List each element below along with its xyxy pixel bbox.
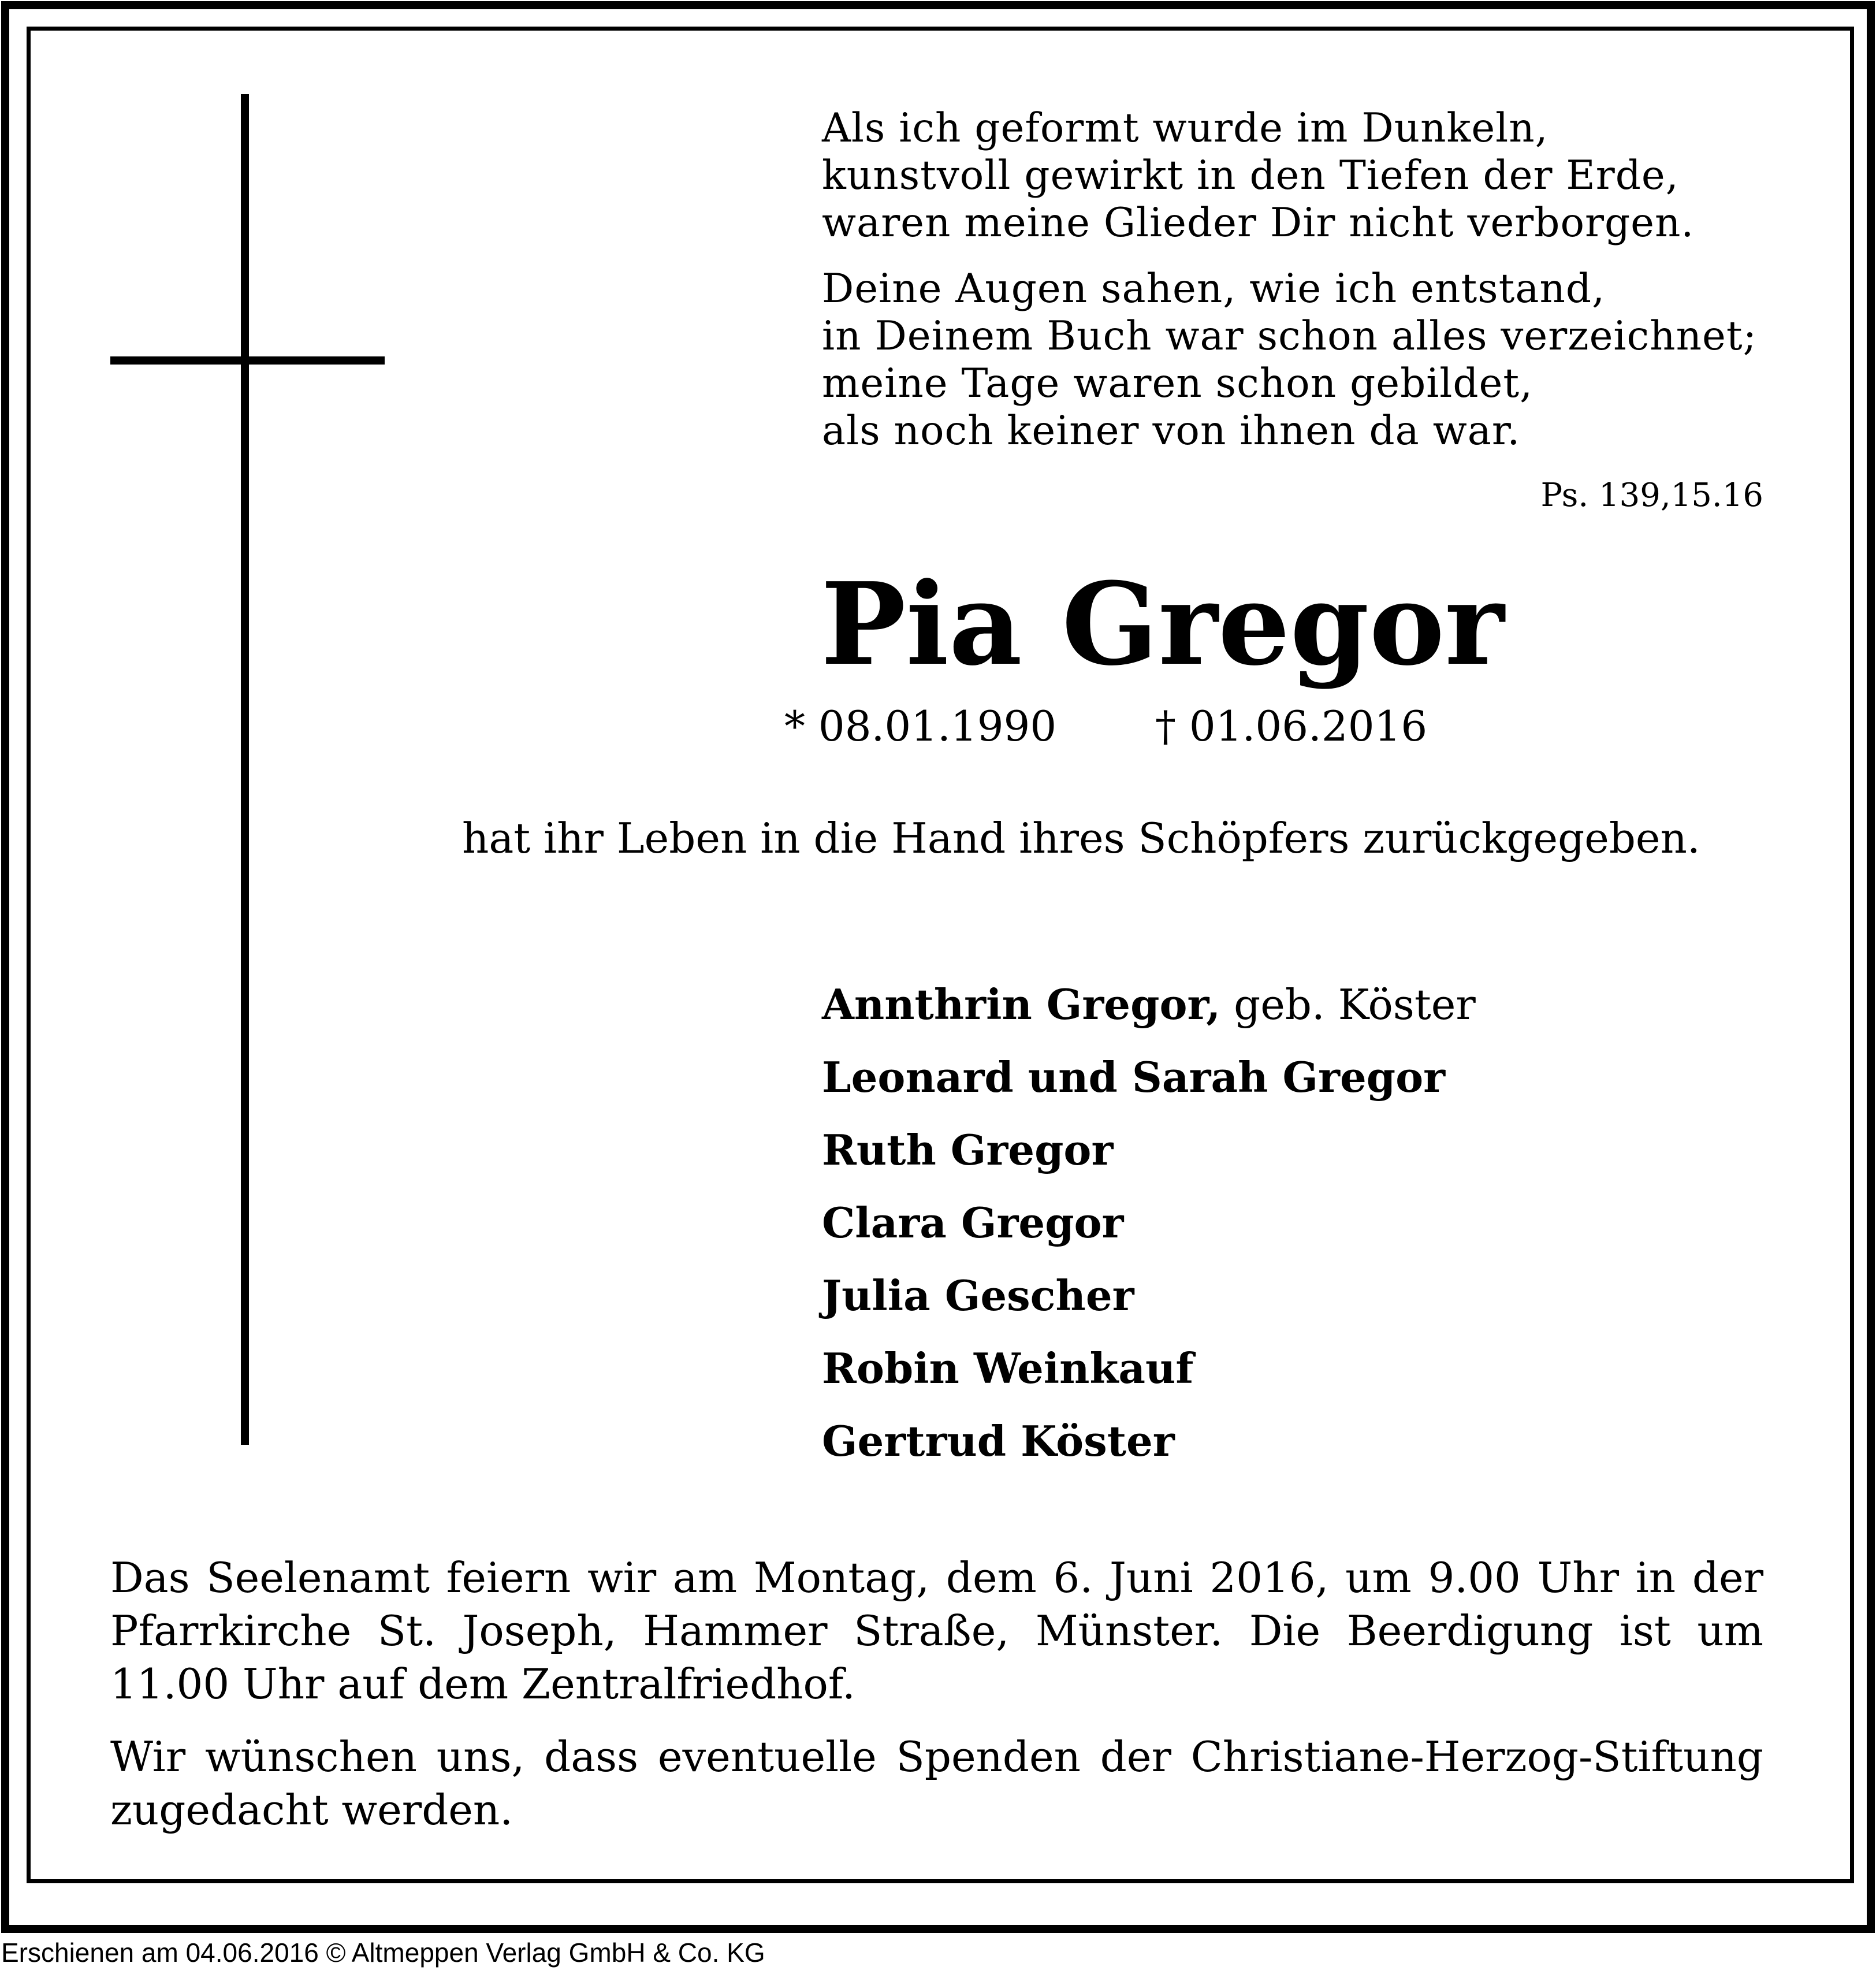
service-details: Das Seelenamt feiern wir am Montag, dem 6. Juni 2016, um 9.00 Uhr in der Pfarrkirche St. Joseph, Hammer Straße, Münster. Die Beerdigung ist um 11.00 Uhr auf dem Zentralfriedhof. (110, 1553, 1763, 1708)
mourner-name: Julia Gescher (822, 1271, 1134, 1320)
donation-note: Wir wünschen uns, dass eventuelle Spenden der Christiane-Herzog-Stiftung zugedacht werden. (110, 1732, 1763, 1834)
mourners-list (822, 968, 1476, 1478)
verse-stanza-1 (822, 105, 1694, 247)
mourner-note: geb. Köster (1220, 980, 1476, 1029)
verse-line: Als ich geformt wurde im Dunkeln, (822, 105, 1549, 151)
mourner-name: Leonard und Sarah Gregor (822, 1053, 1446, 1102)
verse-reference: Ps. 139,15.16 (1540, 477, 1763, 514)
mourner-item (822, 1405, 1476, 1478)
publication-footer: Erschienen am 04.06.2016 © Altmeppen Verlag GmbH & Co. KG (1, 1938, 765, 1968)
cross-vertical-bar (241, 94, 249, 1445)
mourner-name: Gertrud Köster (822, 1416, 1175, 1466)
mourner-name: Robin Weinkauf (822, 1344, 1194, 1393)
verse-line: in Deinem Buch war schon alles verzeichnet; (822, 313, 1757, 359)
cross-horizontal-bar (110, 356, 385, 365)
birth-date: * 08.01.1990 (784, 702, 1057, 750)
verse-line: kunstvoll gewirkt in den Tiefen der Erde, (822, 153, 1679, 199)
announcement-text: hat ihr Leben in die Hand ihres Schöpfers zurückgegeben. (462, 814, 1700, 862)
mourner-item (822, 1259, 1476, 1332)
mourner-name: Clara Gregor (822, 1198, 1124, 1247)
verse-stanza-2 (822, 265, 1757, 455)
mourner-item (822, 1114, 1476, 1187)
mourner-item (822, 1187, 1476, 1259)
verse-line: meine Tage waren schon gebildet, (822, 360, 1533, 407)
deceased-name: Pia Gregor (821, 558, 1505, 691)
death-date: † 01.06.2016 (1155, 702, 1428, 750)
mourner-item (822, 1332, 1476, 1405)
mourner-name: Annthrin Gregor, (822, 980, 1221, 1029)
verse-line: als noch keiner von ihnen da war. (822, 408, 1521, 454)
mourner-item (822, 968, 1476, 1041)
mourner-item (822, 1041, 1476, 1114)
mourner-name: Ruth Gregor (822, 1125, 1114, 1174)
verse-line: waren meine Glieder Dir nicht verborgen. (822, 200, 1695, 246)
verse-line: Deine Augen sahen, wie ich entstand, (822, 266, 1605, 312)
